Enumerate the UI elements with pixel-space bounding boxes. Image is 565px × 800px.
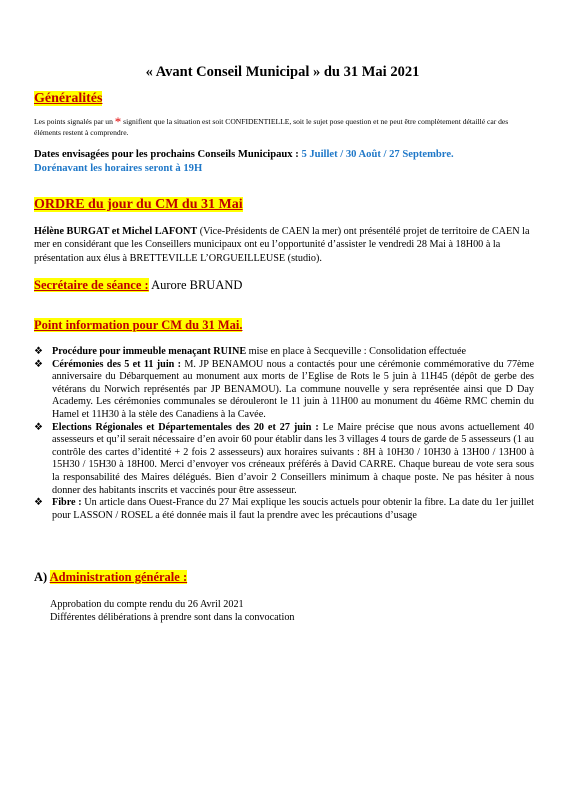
admin-heading: Administration générale : xyxy=(49,570,188,584)
confidential-note xyxy=(34,116,534,138)
item-title: Procédure pour immeuble menaçant RUINE xyxy=(52,346,247,357)
section-heading-generalites xyxy=(34,91,102,107)
ordre-paragraph xyxy=(34,225,532,265)
item-title: Cérémonies des 5 et 11 juin : xyxy=(52,358,182,370)
list-item xyxy=(34,422,534,498)
item-text: mise en place à Secqueville : Consolidation effectuée xyxy=(246,346,467,357)
admin-prefix: A) xyxy=(34,570,50,584)
item-text: Un article dans Ouest-France du 27 Mai explique les soucis actuels pour obtenir la fibre. La date du 1er juillet pour LASSON / ROSEL a été donnée mais il faut la prendre avec les précautions d’usage xyxy=(52,497,534,521)
section-heading-point-info xyxy=(34,318,242,333)
ordre-heading: ORDRE du jour du CM du 31 Mai xyxy=(34,197,243,212)
list-item xyxy=(34,359,534,422)
section-heading-admin xyxy=(34,570,187,585)
admin-line: Différentes délibérations à prendre sont dans la convocation xyxy=(50,611,295,623)
section-heading-ordre xyxy=(34,197,243,213)
diamond-bullet-icon: ❖ xyxy=(34,346,43,357)
next-meetings-dates xyxy=(34,148,534,176)
diamond-bullet-icon: ❖ xyxy=(34,358,43,370)
item-title: Fibre : xyxy=(52,497,82,509)
dates-label: Dates envisagées pour les prochains Conseils Municipaux xyxy=(34,149,293,160)
ordre-names: Hélène BURGAT et Michel LAFONT xyxy=(34,226,198,237)
page-title: « Avant Conseil Municipal » du 31 Mai 2021 xyxy=(145,64,420,80)
list-item xyxy=(34,497,534,522)
ordre-text: (Vice-Présidents de CAEN la mer) ont présentélé projet de territoire de CAEN la mer en considérant que les Conseillers municipaux ont eu l’opportunité d’assister le vendredi 28 Mai à 18H00 à la présentation aux élus à BRETTEVILLE L’ORGUEILLEUSE (studio). xyxy=(34,226,530,264)
secretaire-label: Secrétaire de séance : xyxy=(34,278,149,292)
horaires-text: Dorénavant les horaires seront à 19H xyxy=(34,163,203,174)
note-before: Les points signalés par un xyxy=(34,117,115,126)
diamond-bullet-icon: ❖ xyxy=(34,421,43,433)
point-info-list xyxy=(34,346,534,522)
diamond-bullet-icon: ❖ xyxy=(34,497,43,509)
item-title: Elections Régionales et Départementales des 20 et 27 juin : xyxy=(52,421,319,433)
generalites-heading: Généralités xyxy=(34,91,103,106)
dates-separator: : xyxy=(292,149,302,160)
secretaire-name: Aurore BRUAND xyxy=(148,278,243,292)
asterisk-marker: * xyxy=(114,114,122,129)
dates-values: 5 Juillet / 30 Août / 27 Septembre. xyxy=(301,149,454,160)
admin-lines xyxy=(50,599,530,624)
point-info-heading: Point information pour CM du 31 Mai. xyxy=(34,318,243,332)
item-text: Le Maire précise que nous avons actuellement 40 assesseurs et qu’il serait nécessaire d’en avoir 60 pour établir dans les 3 villages 4 tours de garde de 5 assesseurs (1 au contrôle des cartes d’identité + 2 fois 2 assesseurs) aux horaires suivants : 8H à 10H30 / 10H30 à 13H00 / 13H00 à 15H30 / 15H30 à 18H00. Merci d’envoyer vos créneaux préférés à David CARRE. Chaque bureau de vote sera sous la responsabilité des Maires délégués. Bien d’avoir 2 Conseillers minimum à chaque poste. Ne pas hésiter à nous donner des habitants inscrits et vaccinés pour être assesseur. xyxy=(52,421,534,496)
note-after: signifient que la situation est soit CONFIDENTIELLE, soit le sujet pose question et ne peut être complètement détaillé car des éléments restent à comprendre. xyxy=(34,117,509,137)
item-text: M. JP BENAMOU nous a contactés pour une cérémonie commémorative du 77ème anniversaire du Débarquement au monument aux morts de l’Eglise de Rots le 5 juin à 11H45 (dépôt de gerbe des vétérans du Norwich représentés par JP BENAMOU). La commune nouvelle y sera représentée ainsi que D Day Academy. Les cérémonies communales se dérouleront le 11 juin à 11H00 au monument du 46ème RMC chemin du Hamel et 11H30 à la stèle des Canadiens à la Cavée. xyxy=(52,358,535,420)
list-item xyxy=(34,346,534,359)
admin-line: Approbation du compte rendu du 26 Avril 2021 xyxy=(50,599,244,610)
secretaire-line xyxy=(34,278,242,293)
